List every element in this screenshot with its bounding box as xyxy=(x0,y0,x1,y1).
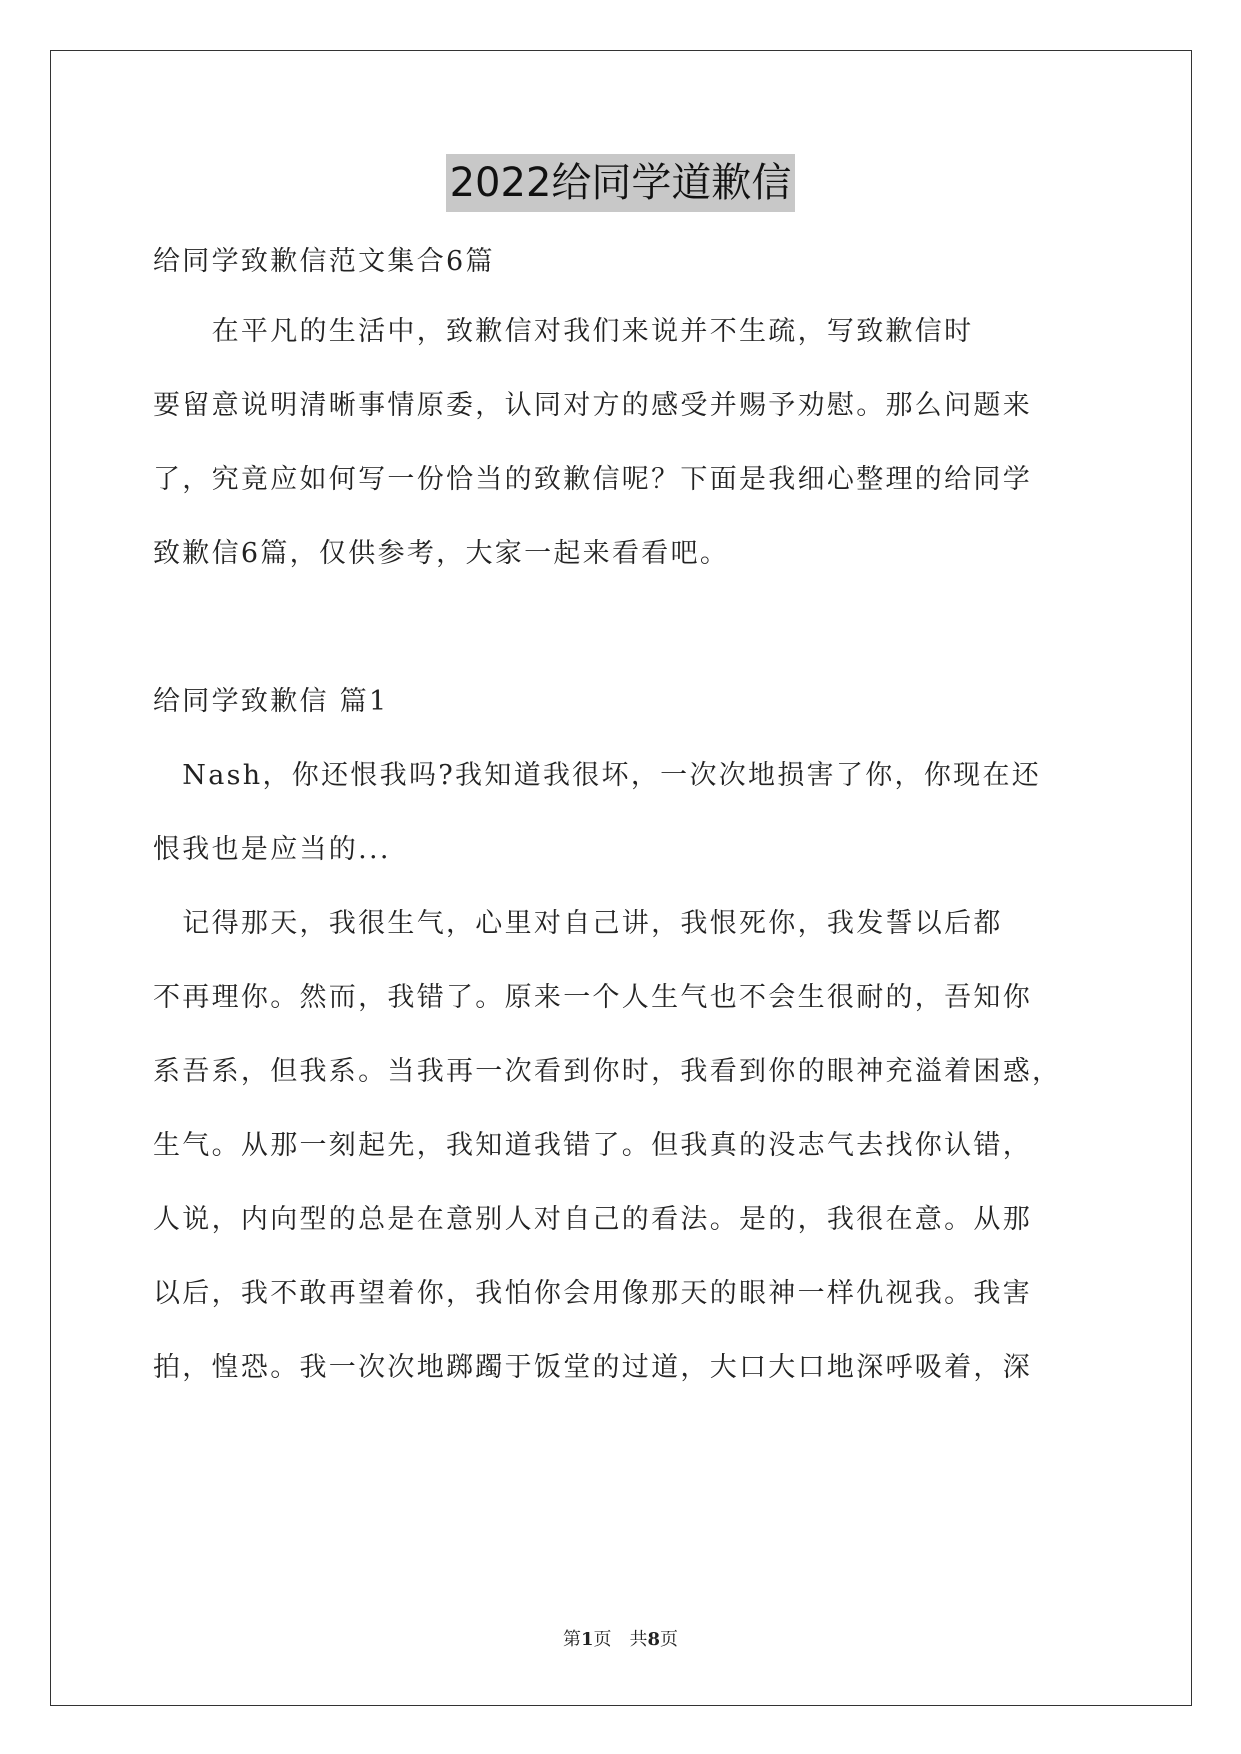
body-line-8: 以后，我不敢再望着你，我怕你会用像那天的眼神一样仇视我。我害 xyxy=(153,1278,1032,1309)
body-line-2: 恨我也是应当的... xyxy=(153,834,391,865)
page-border xyxy=(50,50,1192,1706)
body-line-7: 人说，内向型的总是在意别人对自己的看法。是的，我很在意。从那 xyxy=(153,1204,1032,1235)
body-line-9: 拍，惶恐。我一次次地踯躅于饭堂的过道，大口大口地深呼吸着，深 xyxy=(153,1352,1032,1383)
footer-prefix: 第 xyxy=(562,1629,581,1650)
subtitle: 给同学致歉信范文集合6篇 xyxy=(153,246,495,277)
intro-line-1: 在平凡的生活中，致歉信对我们来说并不生疏，写致歉信时 xyxy=(153,316,974,347)
page-footer xyxy=(0,1628,1241,1652)
footer-total-pages: 8 xyxy=(647,1629,661,1650)
section-heading: 给同学致歉信 篇1 xyxy=(153,686,389,717)
body-line-1: Nash，你还恨我吗?我知道我很坏，一次次地损害了你，你现在还 xyxy=(153,760,1042,791)
document-title-text: 2022给同学道歉信 xyxy=(446,154,796,212)
body-line-5: 系吾系，但我系。当我再一次看到你时，我看到你的眼神充溢着困惑， xyxy=(153,1056,1062,1087)
intro-line-3: 了，究竟应如何写一份恰当的致歉信呢？下面是我细心整理的给同学 xyxy=(153,464,1032,495)
body-line-6: 生气。从那一刻起先，我知道我错了。但我真的没志气去找你认错， xyxy=(153,1130,1032,1161)
body-line-3: 记得那天，我很生气，心里对自己讲，我恨死你，我发誓以后都 xyxy=(153,908,1003,939)
intro-line-4: 致歉信6篇，仅供参考，大家一起来看看吧。 xyxy=(153,538,730,569)
body-line-4: 不再理你。然而，我错了。原来一个人生气也不会生很耐的，吾知你 xyxy=(153,982,1032,1013)
intro-line-2: 要留意说明清晰事情原委，认同对方的感受并赐予劝慰。那么问题来 xyxy=(153,390,1032,421)
footer-page-number: 1 xyxy=(580,1629,594,1650)
footer-mid: 页 共 xyxy=(593,1629,648,1650)
footer-suffix: 页 xyxy=(660,1629,679,1650)
document-title xyxy=(0,154,1241,214)
